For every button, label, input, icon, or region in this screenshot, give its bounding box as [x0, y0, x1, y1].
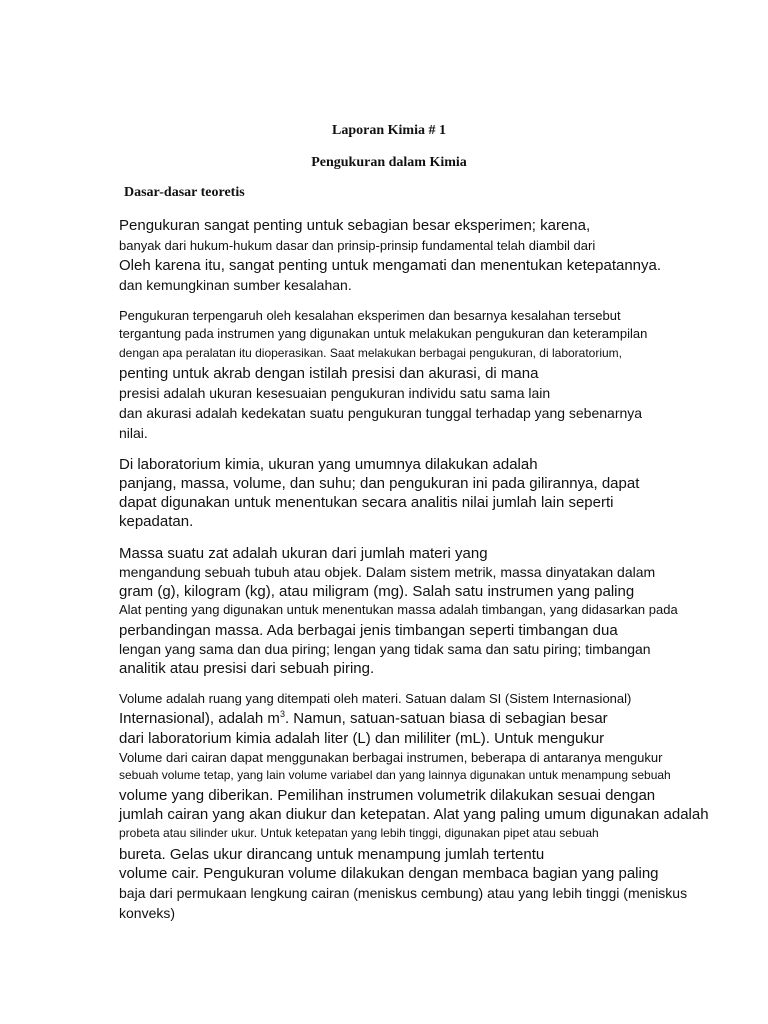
- text-line: dari laboratorium kimia adalah liter (L) dan mililiter (mL). Untuk mengukur: [119, 730, 605, 747]
- document-subtitle: Pengukuran dalam Kimia: [311, 155, 467, 170]
- text-line: dan kemungkinan sumber kesalahan.: [119, 277, 352, 293]
- text-line: tergantung pada instrumen yang digunakan untuk melakukan pengukuran dan keterampilan: [119, 326, 648, 341]
- text-line: dan akurasi adalah kedekatan suatu pengukuran tunggal terhadap yang sebenarnya: [119, 405, 643, 421]
- text-line: Pengukuran sangat penting untuk sebagian besar eksperimen; karena,: [119, 217, 591, 234]
- text-line: dengan apa peralatan itu dioperasikan. Saat melakukan berbagai pengukuran, di laboratorium,: [119, 346, 623, 360]
- text-line: perbandingan massa. Ada berbagai jenis timbangan seperti timbangan dua: [119, 622, 618, 639]
- text-line: gram (g), kilogram (kg), atau miligram (mg). Salah satu instrumen yang paling: [119, 583, 635, 600]
- text-line: lengan yang sama dan dua piring; lengan yang tidak sama dan satu piring; timbangan: [119, 641, 651, 657]
- text-line: bureta. Gelas ukur dirancang untuk menampung jumlah tertentu: [119, 846, 545, 863]
- text-line: Di laboratorium kimia, ukuran yang umumnya dilakukan adalah: [119, 456, 538, 473]
- text-line: sebuah volume tetap, yang lain volume variabel dan yang lainnya digunakan untuk menampung sebuah: [119, 768, 671, 782]
- superscript: 3: [279, 709, 285, 719]
- text-line: jumlah cairan yang akan diukur dan ketepatan. Alat yang paling umum digunakan adalah: [119, 806, 709, 823]
- text-line: analitik atau presisi dari sebuah piring.: [119, 660, 375, 677]
- text-line: konveks): [119, 905, 176, 921]
- text-line: Alat penting yang digunakan untuk menentukan massa adalah timbangan, yang didasarkan pada: [119, 602, 678, 617]
- text-line: mengandung sebuah tubuh atau objek. Dalam sistem metrik, massa dinyatakan dalam: [119, 564, 656, 580]
- text-line: volume yang diberikan. Pemilihan instrumen volumetrik dilakukan sesuai dengan: [119, 787, 656, 804]
- section-heading: Dasar-dasar teoretis: [124, 185, 245, 200]
- text-line: Internasional), adalah $m^3$. Namun, satuan-satuan biasa di sebagian besar: [119, 709, 608, 727]
- text-line: Oleh karena itu, sangat penting untuk mengamati dan menentukan ketepatannya.: [119, 257, 662, 274]
- text-line: panjang, massa, volume, dan suhu; dan pengukuran ini pada gilirannya, dapat: [119, 475, 640, 492]
- text-line: banyak dari hukum-hukum dasar dan prinsip-prinsip fundamental telah diambil dari: [119, 238, 596, 253]
- text-line: kepadatan.: [119, 513, 194, 530]
- document-title: Laporan Kimia # 1: [332, 123, 446, 138]
- text-line: dapat digunakan untuk menentukan secara analitis nilai jumlah lain seperti: [119, 494, 614, 511]
- text-line: Massa suatu zat adalah ukuran dari jumlah materi yang: [119, 545, 488, 562]
- text-line: baja dari permukaan lengkung cairan (meniskus cembung) atau yang lebih tinggi (meniskus: [119, 885, 688, 901]
- text-line: Volume adalah ruang yang ditempati oleh materi. Satuan dalam SI (Sistem Internasional): [119, 691, 632, 706]
- text-line: probeta atau silinder ukur. Untuk ketepatan yang lebih tinggi, digunakan pipet atau sebuah: [119, 826, 599, 840]
- text-line: volume cair. Pengukuran volume dilakukan dengan membaca bagian yang paling: [119, 865, 659, 882]
- text-line: penting untuk akrab dengan istilah presisi dan akurasi, di mana: [119, 365, 539, 382]
- text-line: Volume dari cairan dapat menggunakan berbagai instrumen, beberapa di antaranya mengukur: [119, 750, 663, 765]
- text-line: nilai.: [119, 425, 148, 441]
- text-line: Pengukuran terpengaruh oleh kesalahan eksperimen dan besarnya kesalahan tersebut: [119, 308, 621, 323]
- text-line: presisi adalah ukuran kesesuaian pengukuran individu satu sama lain: [119, 385, 551, 401]
